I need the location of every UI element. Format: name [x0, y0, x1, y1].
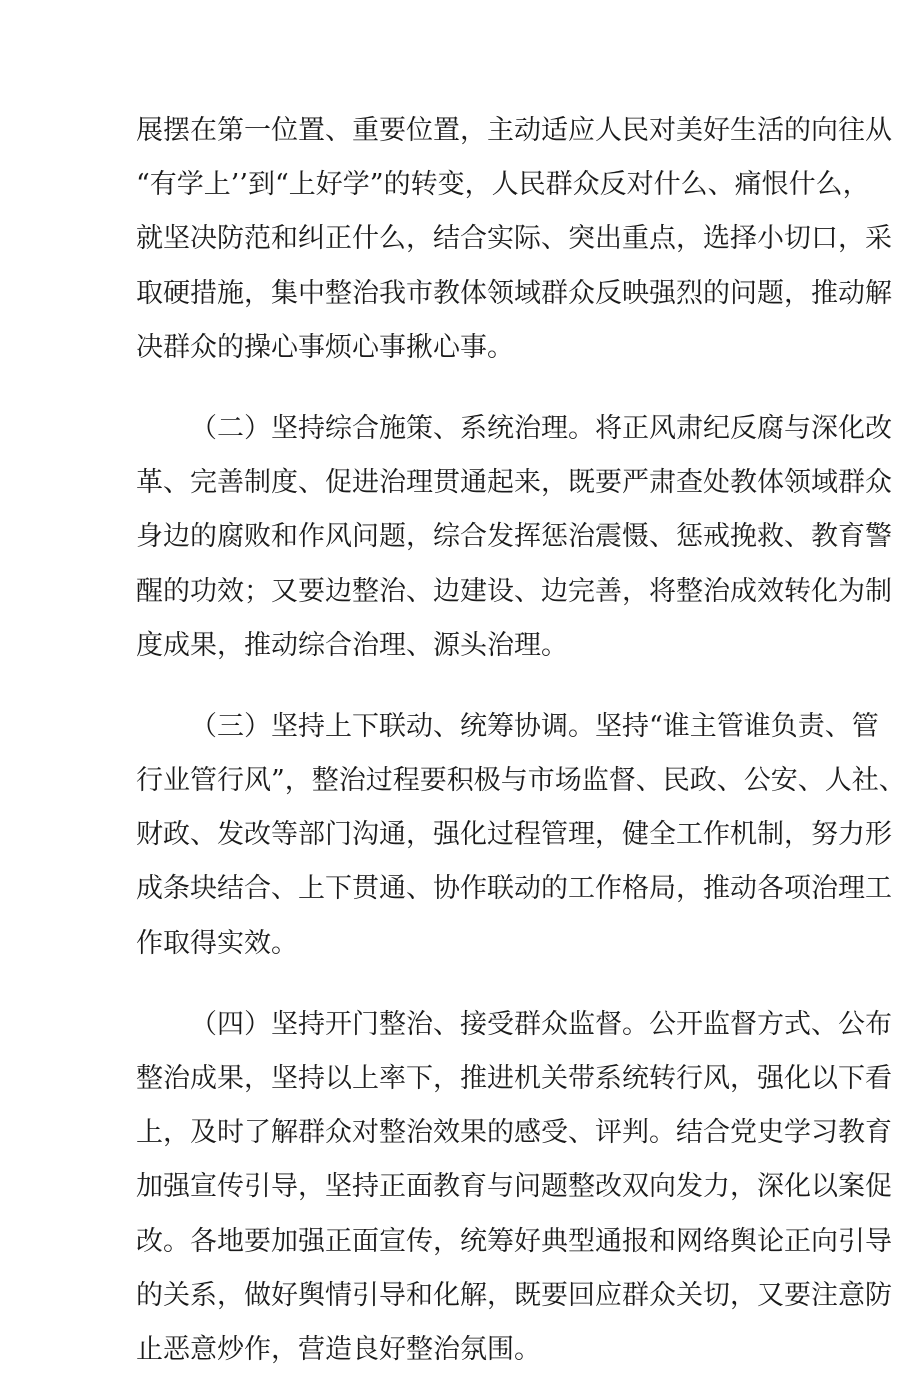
text-line: 取硬措施，集中整治我市教体领域群众反映强烈的问题，推动解: [136, 277, 892, 309]
text-line: （四）坚持开门整治、接受群众监督。公开监督方式、公布: [190, 1008, 892, 1040]
text-line: 止恶意炒作，营造良好整治氛围。: [136, 1333, 541, 1365]
text-line: （二）坚持综合施策、系统治理。将正风肃纪反腐与深化改: [190, 412, 892, 444]
text-line: 改。各地要加强正面宣传，统筹好典型通报和网络舆论正向引导: [136, 1225, 892, 1257]
paragraph-section-3: [136, 700, 906, 971]
paragraph-section-4: [136, 998, 892, 1377]
text-line: （三）坚持上下联动、统筹协调。坚持“谁主管谁负责、管: [190, 710, 879, 742]
paragraph-gap: [136, 971, 796, 998]
text-line: 身边的腐败和作风问题，综合发挥惩治震慑、惩戒挽救、教育警: [136, 521, 892, 553]
text-line: 整治成果，坚持以上率下，推进机关带系统转行风，强化以下看: [136, 1063, 892, 1094]
text-line: 行业管行风”，整治过程要积极与市场监督、民政、公安、人社、: [136, 765, 906, 797]
paragraph-gap: [136, 673, 796, 700]
text-line: 度成果，推动综合治理、源头治理。: [136, 629, 568, 661]
text-line: 作取得实效。: [136, 927, 298, 959]
paragraph-gap: [136, 375, 796, 402]
text-line: 加强宣传引导，坚持正面教育与问题整改双向发力，深化以案促: [136, 1171, 892, 1203]
text-line: 的关系，做好舆情引导和化解，既要回应群众关切，又要注意防: [136, 1279, 892, 1311]
text-line: 决群众的操心事烦心事揪心事。: [136, 331, 514, 363]
text-line: 成条块结合、上下贯通、协作联动的工作格局，推动各项治理工: [136, 873, 892, 905]
text-line: 革、完善制度、促进治理贯通起来，既要严肃查处教体领域群众: [136, 467, 892, 499]
text-line: 上，及时了解群众对整治效果的感受、评判。结合党史学习教育: [136, 1117, 892, 1149]
paragraph-section-2: [136, 402, 892, 673]
text-line: “有学上’’到“上好学”的转变，人民群众反对什么、痛恨什么，: [136, 169, 870, 201]
text-line: 展摆在第一位置、重要位置，主动适应人民对美好生活的向往从: [136, 115, 892, 146]
text-line: 财政、发改等部门沟通，强化过程管理，健全工作机制，努力形: [136, 819, 892, 851]
text-line: 醒的功效；又要边整治、边建设、边完善，将整治成效转化为制: [136, 575, 892, 607]
text-line: 就坚决防范和纠正什么，结合实际、突出重点，选择小切口，采: [136, 223, 892, 255]
paragraph-continuation: [136, 104, 892, 375]
document-body: [136, 104, 906, 1377]
